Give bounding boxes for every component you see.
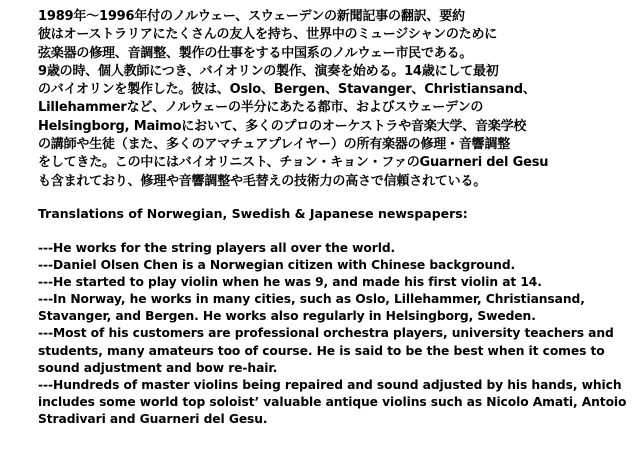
english-line: ---He started to play violin when he was 9, and made his first violin at 14. <box>38 275 542 290</box>
english-line: Stradivari and Guarneri del Gesu. <box>38 411 268 426</box>
japanese-summary <box>38 8 634 191</box>
japanese-line: をしてきた。この中にはバイオリニスト、チョン・キョン・ファのGuarneri del Gesu <box>38 155 549 171</box>
japanese-line: 弦楽器の修理、音調整、製作の仕事をする中国系のノルウェー市民である。 <box>38 45 473 61</box>
translations-heading: Translations of Norwegian, Swedish & Japanese newspapers: <box>38 205 468 221</box>
english-line: sound adjustment and bow re-hair. <box>38 360 278 375</box>
japanese-line: Helsingborg, Maimoにおいて、多くのプロのオーケストラや音楽大学、音楽学校 <box>38 118 527 134</box>
english-line: ---In Norway, he works in many cities, such as Oslo, Lillehammer, Christiansand, <box>38 292 585 307</box>
english-line: ---Most of his customers are professional orchestra players, university teachers and <box>38 326 614 341</box>
english-translations <box>38 240 634 428</box>
japanese-line: の講師や生徒（また、多くのアマチュアプレイヤー）の所有楽器の修理・音響調整 <box>38 137 511 153</box>
english-line: ---Daniel Olsen Chen is a Norwegian citizen with Chinese background. <box>38 258 516 273</box>
japanese-line: 彼はオーストラリアにたくさんの友人を持ち、世界中のミュージシャンのために <box>38 27 498 43</box>
english-line: Stavanger, and Bergen. He works also regularly in Helsingborg, Sweden. <box>38 309 536 324</box>
english-line: students, many amateurs too of course. He is said to be the best when it comes to <box>38 343 605 358</box>
english-line: ---He works for the string players all over the world. <box>38 240 396 255</box>
japanese-line: も含まれており、修理や音響調整や毛替えの技術力の高さで信頼されている。 <box>38 173 487 189</box>
japanese-line: Lillehammerなど、ノルウェーの半分にあたる都市、およびスウェーデンの <box>38 100 484 116</box>
japanese-line: 1989年〜1996年付のノルウェー、スウェーデンの新聞記事の翻訳、要約 <box>38 9 465 24</box>
english-line: ---Hundreds of master violins being repaired and sound adjusted by his hands, which <box>38 377 622 392</box>
english-line: includes some world top soloist’ valuable antique violins such as Nicolo Amati, Antoio <box>38 394 627 409</box>
document-page <box>38 8 634 428</box>
japanese-line: のバイオリンを製作した。彼は、Oslo、Bergen、Stavanger、Christiansand、 <box>38 82 536 98</box>
japanese-line: 9歳の時、個人教師につき、バイオリンの製作、演奏を始める。14歳にして最初 <box>38 63 499 79</box>
